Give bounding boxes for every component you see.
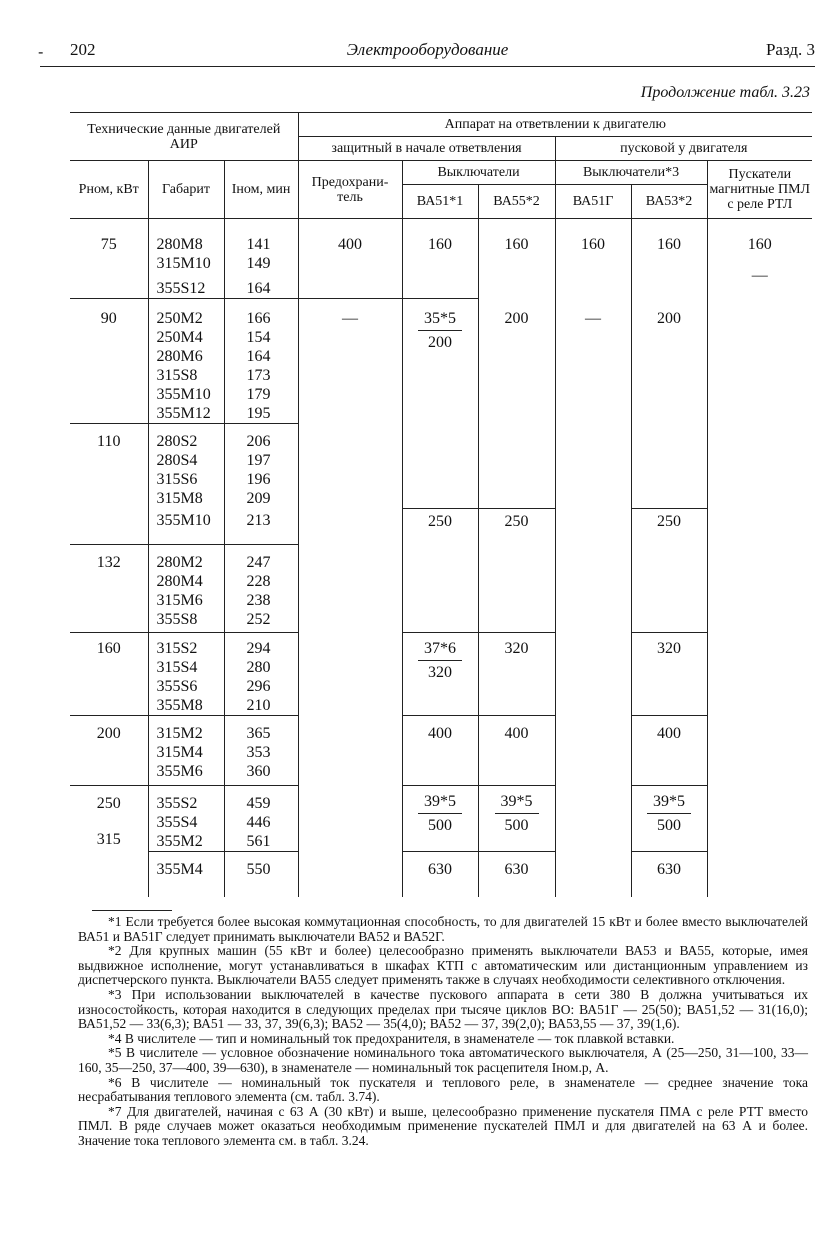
power-value: 110 [70, 424, 148, 509]
va51-value: $\frac{35*5}{200}$ [402, 299, 478, 424]
va55-value: 320 [478, 632, 555, 715]
current-list: 206 197 196 209 [224, 424, 298, 509]
va53-value: 250 [631, 508, 707, 544]
footnote-6: *6 В числителе — номинальный ток пускателя и теплового реле, в знаменателе — среднее значение тока несрабатывания теплового элемента (см. табл. 3.74). [78, 1074, 808, 1105]
table-row [70, 299, 812, 424]
footnote-2: *2 Для крупных машин (55 кВт и более) целесообразно применять выключатели ВА53 и ВА55, которые, имея выдвижное исполнение, могут устанавливаться в шкафах КТП с автоматическим или дистанционным управлением из диспетчерского пункта. Выключатели ВА55 следует применять также в случаях необходимости селективного отключения. [78, 943, 808, 988]
frame-list: 280М8 315М10 355S12 [148, 219, 224, 299]
va53-value: 630 [631, 851, 707, 897]
va51g-value: 160 [555, 219, 631, 299]
va51-value: 160 [402, 219, 478, 299]
va53-value: 160 [631, 219, 707, 299]
footnote-7: *7 Для двигателей, начиная с 63 А (30 кВт) и выше, целесообразно применение пускателя ПМА с реле РТТ вместо ПМЛ. В ряде случаев может оказаться необходимым применение пускателей ПМЛ и для двигателей на 63 А и более. Значение тока теплового элемента см. в табл. 3.24. [78, 1103, 808, 1148]
header-switches-starting: Выключатели*3 [555, 161, 707, 185]
frame-list: 355S2 355S4 355М2 [148, 785, 224, 851]
power-value: 250 315 [70, 785, 148, 851]
current-list: 213 [224, 508, 298, 544]
frame-list: 355М10 [148, 508, 224, 544]
frame-list: 355М4 [148, 851, 224, 897]
frame-list: 250М2 250М4 280М6 315S8 355М10 355М12 [148, 299, 224, 424]
footnote-1: *1 Если требуется более высокая коммутационная способность, то для двигателей 15 кВт и более вместо выключателей ВА51 и ВА51Г следует принимать выключатели ВА52 и ВА52Г. [78, 914, 808, 944]
page-header [40, 40, 815, 67]
header-switches-protective: Выключатели [402, 161, 555, 185]
margin-dash: - [38, 42, 44, 61]
table-row [70, 544, 812, 632]
va55-value: 160 [478, 219, 555, 299]
header-apparatus: Аппарат на ответвлении к двигателю [298, 113, 812, 137]
equipment-table [70, 112, 812, 897]
va51-value: 400 [402, 715, 478, 785]
va53-value: 320 [631, 632, 707, 715]
va55-value: 630 [478, 851, 555, 897]
current-list: 365 353 360 [224, 715, 298, 785]
va51-value: 250 [402, 508, 478, 544]
va51-value: $\frac{39*5}{500}$ [402, 785, 478, 851]
running-title: Электрооборудование [346, 40, 509, 59]
header-frame: Габарит [148, 161, 224, 219]
power-value: 200 [70, 715, 148, 785]
current-list: 166 154 164 173 179 195 [224, 299, 298, 424]
header-tech-data: Технические данные двигателей АИР [70, 113, 298, 161]
va55-value: 250 [478, 508, 555, 544]
table-row [70, 424, 812, 509]
power-value: 90 [70, 299, 148, 424]
va55-value: 200 [478, 299, 555, 424]
table-row [70, 508, 812, 544]
va51g-value: — [555, 299, 631, 424]
header-current: Iном, мин [224, 161, 298, 219]
header-pml-starters: Пускатели магнитные ПМЛ с реле РТЛ [707, 161, 812, 219]
current-list: 294 280 296 210 [224, 632, 298, 715]
pml-value: 160 — [707, 219, 812, 299]
frame-list: 315М2 315М4 355М6 [148, 715, 224, 785]
va51-value: 630 [402, 851, 478, 897]
header-protective: защитный в начале ответвления [298, 137, 555, 161]
current-list: 247 228 238 252 [224, 544, 298, 632]
pml-value [707, 299, 812, 424]
table-row [70, 219, 812, 299]
fuse-value: — [298, 299, 402, 424]
footnotes [78, 915, 808, 1149]
footnote-3: *3 При использовании выключателей в качестве пускового аппарата в сети 380 В должна учитываться их износостойкость, которая находится в следующих пределах при тысяче циклов ВО: ВА51Г — 25(50); ВА51,52 — 31(16,0); ВА51,52 — 33(6,3); ВА51 — 33, 37, 39(6,3); ВА52 — 35(4,0); ВА52 — 37, 39(2,0); ВА53,55 — 37, 39(1,6). [78, 986, 808, 1032]
current-list: 550 [224, 851, 298, 897]
header-va55: ВА55*2 [478, 185, 555, 219]
frame-list: 280S2 280S4 315S6 315М8 [148, 424, 224, 509]
va53-value: 400 [631, 715, 707, 785]
va53-value: 200 [631, 299, 707, 424]
footnote-5: *5 В числителе — условное обозначение номинального тока автоматического выключателя, А (25—250, 31—100, 33—160, 35—250, 37—400, 39—630), в знаменателе — номинальный ток расцепителя Iном.р, А. [78, 1045, 808, 1075]
frame-list: 280М2 280М4 315М6 355S8 [148, 544, 224, 632]
va55-value: $\frac{39*5}{500}$ [478, 785, 555, 851]
header-power: Pном, кВт [70, 161, 148, 219]
header-va51g: ВА51Г [555, 185, 631, 219]
footnote-rule [92, 910, 172, 911]
power-value: 160 [70, 632, 148, 715]
fuse-value: 400 [298, 219, 402, 299]
table-row [70, 715, 812, 785]
table-caption: Продолжение табл. 3.23 [640, 84, 810, 101]
power-value: 75 [70, 219, 148, 299]
table-row [70, 851, 812, 897]
power-value: 132 [70, 544, 148, 632]
current-list: 459 446 561 [224, 785, 298, 851]
header-fuse: Предохрани- тель [298, 161, 402, 219]
table-row [70, 785, 812, 851]
va53-value: $\frac{39*5}{500}$ [631, 785, 707, 851]
header-va53: ВА53*2 [631, 185, 707, 219]
page-number: 202 [70, 40, 96, 59]
header-va51: ВА51*1 [402, 185, 478, 219]
table-row [70, 632, 812, 715]
current-list: 141 149 164 [224, 219, 298, 299]
header-starting: пусковой у двигателя [555, 137, 812, 161]
footnote-4: *4 В числителе — тип и номинальный ток предохранителя, в знаменателе — ток плавкой вставки. [108, 1030, 675, 1046]
frame-list: 315S2 315S4 355S6 355М8 [148, 632, 224, 715]
va55-value: 400 [478, 715, 555, 785]
section-label: Разд. 3 [765, 40, 815, 59]
va51-value: $\frac{37*6}{320}$ [402, 632, 478, 715]
